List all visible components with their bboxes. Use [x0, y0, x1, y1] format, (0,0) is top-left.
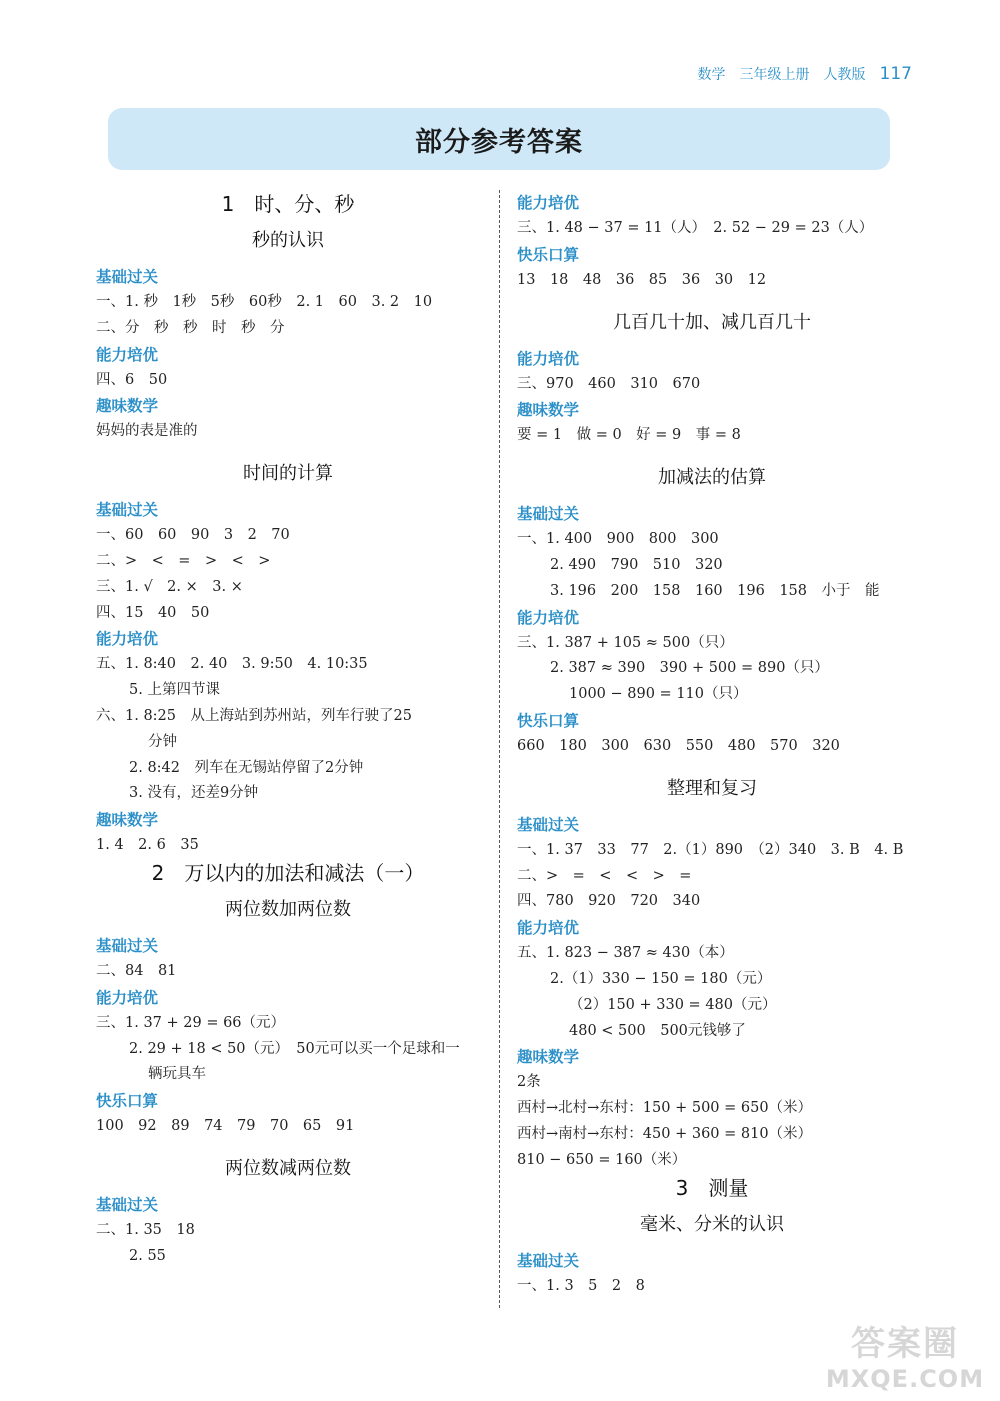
answer-line: 三、970 460 310 670: [517, 375, 701, 392]
category-label: 趣味数学: [517, 1048, 580, 1067]
category-label: 趣味数学: [517, 401, 580, 420]
category-label: 快乐口算: [517, 711, 580, 730]
answer-line: 二、> < = > < >: [96, 552, 271, 569]
chapter-heading: 2 万以内的加法和减法（一）: [151, 860, 425, 885]
answer-line: 三、1. 387 + 105 ≈ 500（只）: [517, 634, 734, 651]
answer-line: 分钟: [148, 733, 177, 750]
answer-line: 2. 490 790 510 320: [550, 556, 723, 573]
answer-line: 一、1. 秒 1秒 5秒 60秒 2. 1 60 3. 2 10: [96, 294, 433, 310]
page-title: 部分参考答案: [415, 126, 583, 158]
answer-line: 1. 4 2. 6 35: [96, 837, 199, 854]
watermark-bottom: MXQE.COM: [825, 1365, 985, 1393]
answer-line: 二、84 81: [96, 962, 177, 979]
answer-line: 二、分 秒 秒 时 秒 分: [96, 319, 285, 336]
answer-line: 五、1. 8:40 2. 40 3. 9:50 4. 10:35: [96, 656, 368, 673]
answer-line: 一、1. 3 5 2 8: [517, 1277, 645, 1294]
answer-line: 一、1. 400 900 800 300: [517, 531, 719, 548]
answer-line: 四、6 50: [96, 371, 168, 388]
answer-line: 2.（1）330 − 150 = 180（元）: [550, 970, 772, 987]
category-label: 能力培优: [517, 608, 580, 627]
category-label: 基础过关: [96, 268, 159, 286]
category-label: 基础过关: [96, 501, 159, 520]
answer-line: （2）150 + 330 = 480（元）: [569, 996, 777, 1013]
section-heading: 秒的认识: [252, 230, 324, 251]
category-label: 快乐口算: [96, 1092, 159, 1111]
category-label: 趣味数学: [96, 397, 159, 416]
category-label: 基础过关: [96, 1195, 159, 1214]
category-label: 能力培优: [517, 919, 580, 938]
answer-line: 480 < 500 500元钱够了: [569, 1022, 746, 1039]
category-label: 快乐口算: [517, 245, 580, 264]
answer-line: 13 18 48 36 85 36 30 12: [517, 271, 767, 288]
section-heading: 两位数加两位数: [225, 898, 351, 920]
category-label: 能力培优: [517, 194, 580, 212]
category-label: 能力培优: [517, 349, 580, 368]
answer-line: 五、1. 823 − 387 ≈ 430（本）: [517, 945, 734, 962]
column-divider: [499, 190, 501, 1308]
answer-line: 一、1. 37 33 77 2.（1）890 （2）340 3. B 4. B: [517, 841, 904, 858]
answer-line: 2. 55: [129, 1247, 166, 1264]
answer-line: 西村→南村→东村：450 + 360 = 810（米）: [517, 1125, 813, 1142]
section-heading: 加减法的估算: [658, 467, 766, 489]
page-header: [698, 64, 912, 84]
section-heading: 几百几十加、减几百几十: [613, 311, 811, 333]
answer-line: 2. 387 ≈ 390 390 + 500 = 890（只）: [550, 660, 829, 677]
answer-line: 2. 8:42 列车在无锡站停留了2分钟: [129, 759, 364, 776]
answer-line: 1000 − 890 = 110（只）: [569, 686, 748, 703]
category-label: 基础过关: [517, 815, 580, 834]
answer-line: 二、> = < < > =: [517, 867, 692, 884]
category-label: 能力培优: [96, 345, 159, 364]
answer-line: 六、1. 8:25 从上海站到苏州站，列车行驶了25: [96, 707, 412, 724]
chapter-heading: 3 测量: [675, 1175, 749, 1200]
title-banner: [108, 108, 890, 170]
answer-line: 660 180 300 630 550 480 570 320: [517, 737, 840, 754]
answer-line: 5. 上第四节课: [129, 682, 220, 699]
watermark-top: 答案圈: [851, 1324, 959, 1364]
answer-line: 2条: [517, 1074, 541, 1091]
answer-line: 妈妈的表是准的: [96, 423, 198, 440]
right-column: [517, 190, 907, 1299]
answer-line: 四、15 40 50: [96, 604, 210, 621]
answer-line: 一、60 60 90 3 2 70: [96, 527, 290, 544]
category-label: 能力培优: [96, 988, 159, 1007]
watermark-logo: [820, 1316, 990, 1393]
answer-line: 810 − 650 = 160（米）: [517, 1151, 687, 1168]
category-label: 基础过关: [517, 505, 580, 524]
answer-line: 三、1. 48 − 37 = 11（人） 2. 52 − 29 = 23（人）: [517, 220, 874, 236]
answer-line: 西村→北村→东村：150 + 500 = 650（米）: [517, 1100, 813, 1117]
section-heading: 整理和复习: [667, 777, 757, 799]
header-edition: 人教版: [823, 67, 866, 83]
answer-line: 3. 没有，还差9分钟: [129, 785, 259, 802]
header-subject: 数学: [697, 67, 726, 83]
left-column: [96, 190, 480, 1270]
section-heading: 毫米、分米的认识: [640, 1213, 784, 1235]
category-label: 能力培优: [96, 630, 159, 649]
page-number: 117: [879, 64, 912, 84]
category-label: 基础过关: [96, 936, 159, 955]
answer-line: 二、1. 35 18: [96, 1221, 195, 1238]
answer-line: 四、780 920 720 340: [517, 893, 701, 910]
chapter-heading: 1 时、分、秒: [221, 192, 355, 216]
category-label: 趣味数学: [96, 811, 159, 830]
header-grade: 三年级上册: [739, 67, 810, 83]
answer-line: 3. 196 200 158 160 196 158 小于 能: [550, 582, 880, 599]
section-heading: 时间的计算: [243, 463, 333, 485]
answer-line: 2. 29 + 18 < 50（元） 50元可以买一个足球和一: [129, 1040, 460, 1057]
answer-line: 三、1. √ 2. × 3. ×: [96, 578, 243, 595]
answer-line: 辆玩具车: [148, 1066, 206, 1083]
answer-line: 三、1. 37 + 29 = 66（元）: [96, 1014, 286, 1031]
answer-line: 要 = 1 做 = 0 好 = 9 事 = 8: [517, 427, 741, 444]
section-heading: 两位数减两位数: [225, 1157, 351, 1179]
answer-line: 100 92 89 74 79 70 65 91: [96, 1118, 355, 1135]
category-label: 基础过关: [517, 1251, 580, 1270]
